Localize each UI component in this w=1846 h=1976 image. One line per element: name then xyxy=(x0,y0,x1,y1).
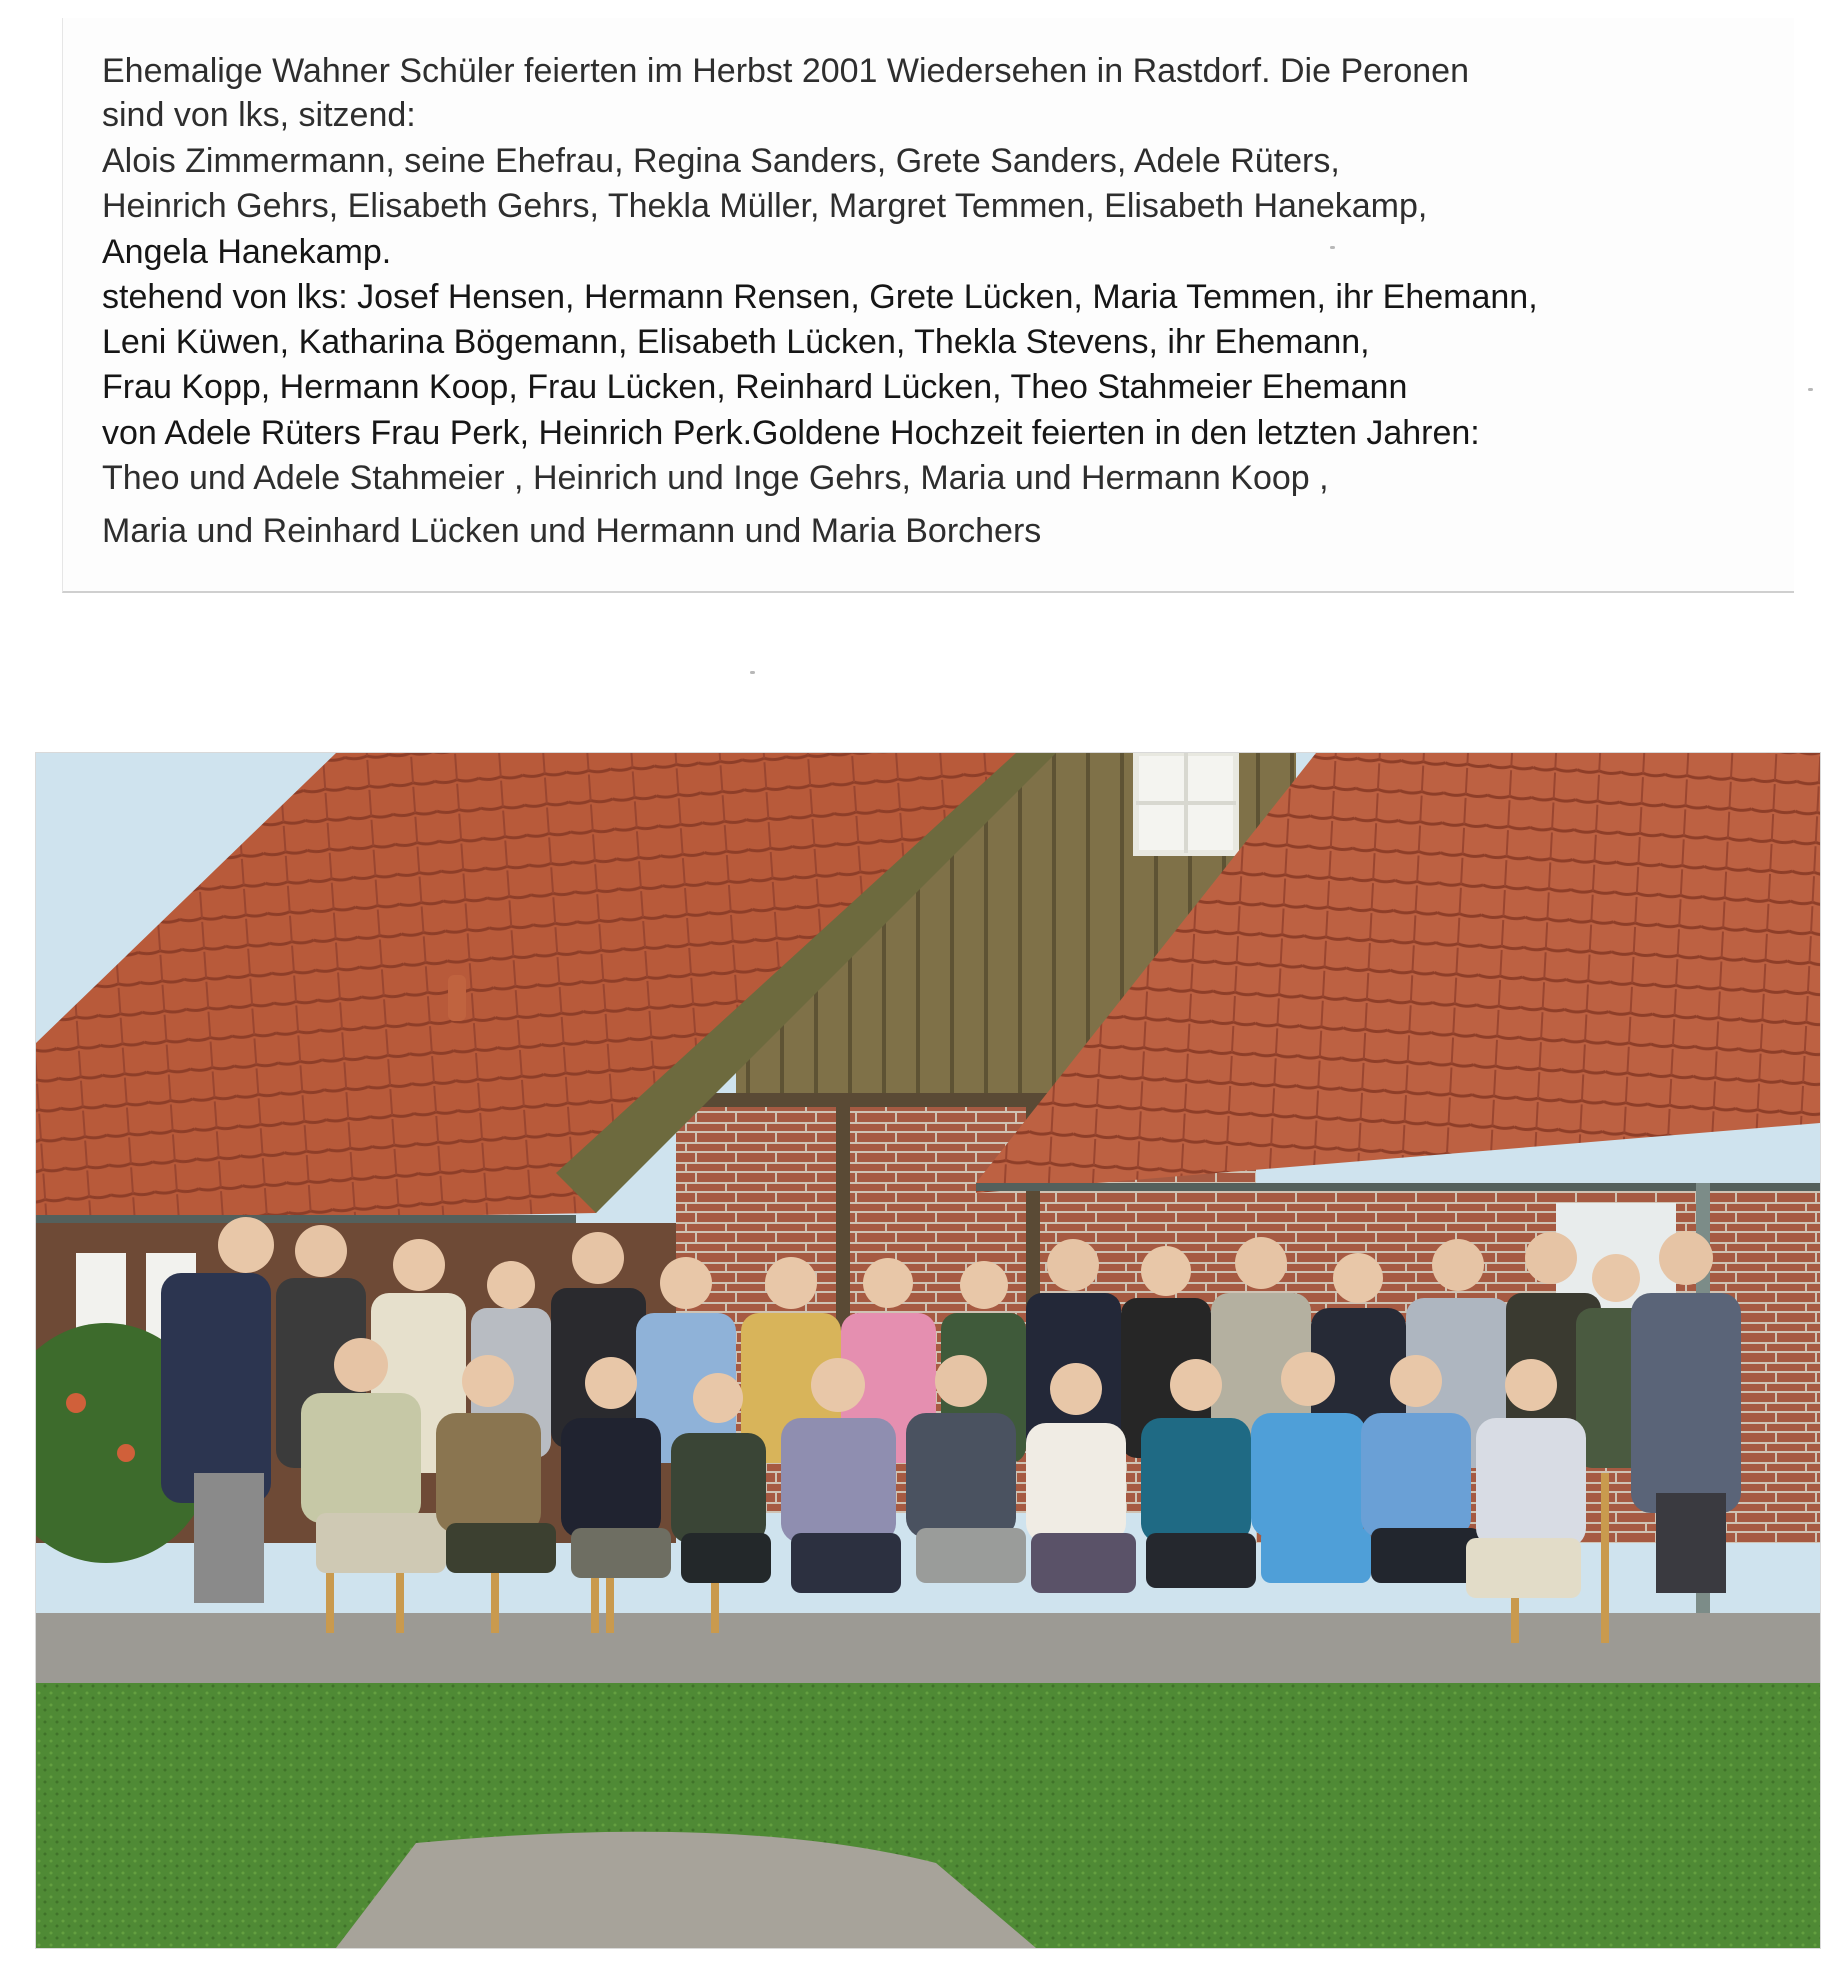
caption-line-3: Alois Zimmermann, seine Ehefrau, Regina Sanders, Grete Sanders, Adele Rüters, xyxy=(102,142,1340,180)
scan-speck xyxy=(1330,246,1335,249)
caption-line-9: von Adele Rüters Frau Perk, Heinrich Perk.Goldene Hochzeit feierten in den letzten Jahren: xyxy=(102,414,1480,452)
caption-line-11: Maria und Reinhard Lücken und Hermann und Maria Borchers xyxy=(102,512,1042,550)
seated-row xyxy=(301,1338,1586,1598)
caption-line-4: Heinrich Gehrs, Elisabeth Gehrs, Thekla Müller, Margret Temmen, Elisabeth Hanekamp, xyxy=(102,187,1428,225)
caption-line-2: sind von lks, sitzend: xyxy=(102,96,416,134)
scan-speck xyxy=(750,671,755,674)
caption-line-10: Theo und Adele Stahmeier , Heinrich und Inge Gehrs, Maria und Hermann Koop , xyxy=(102,459,1329,497)
caption-line-6: stehend von lks: Josef Hensen, Hermann Rensen, Grete Lücken, Maria Temmen, ihr Ehemann, xyxy=(102,278,1538,316)
caption-line-1: Ehemalige Wahner Schüler feierten im Herbst 2001 Wiedersehen in Rastdorf. Die Peronen xyxy=(102,52,1469,90)
group-photo xyxy=(36,753,1820,1948)
roof-vent xyxy=(448,975,466,1021)
caption-line-7: Leni Küwen, Katharina Bögemann, Elisabeth Lücken, Thekla Stevens, ihr Ehemann, xyxy=(102,323,1370,361)
caption-line-8: Frau Kopp, Hermann Koop, Frau Lücken, Reinhard Lücken, Theo Stahmeier Ehemann xyxy=(102,368,1408,406)
caption-line-5: Angela Hanekamp. xyxy=(102,233,392,271)
scan-speck xyxy=(1808,388,1813,391)
